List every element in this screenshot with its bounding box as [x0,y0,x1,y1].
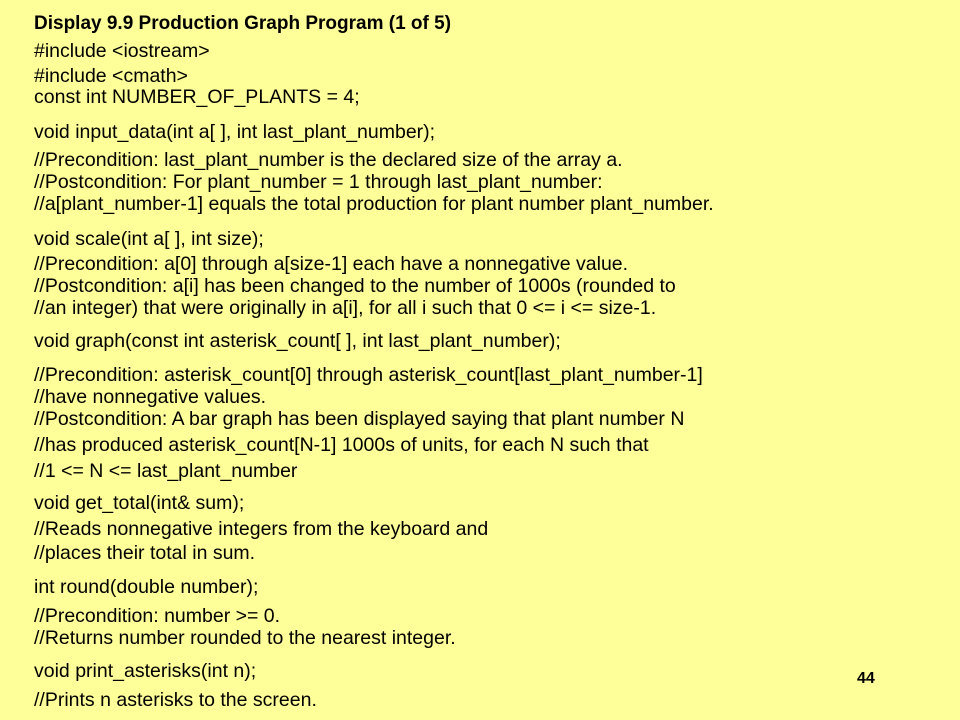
page-number: 44 [857,670,875,687]
code-line-round-decl: int round(double number); [34,576,259,598]
code-line-scale-decl: void scale(int a[ ], int size); [34,228,264,250]
code-line-include-cmath: #include <cmath> [34,65,188,87]
code-line-scale-pre: //Precondition: a[0] through a[size-1] each have a nonnegative value. [34,253,629,275]
code-line-graph-decl: void graph(const int asterisk_count[ ], int last_plant_number); [34,330,561,352]
code-line-scale-post: //Postcondition: a[i] has been changed to the number of 1000s (rounded to [34,275,676,297]
code-line-input-data-post-2: //a[plant_number-1] equals the total production for plant number plant_number. [34,193,714,215]
code-line-get-total-decl: void get_total(int& sum); [34,492,245,514]
code-line-graph-post: //Postcondition: A bar graph has been displayed saying that plant number N [34,408,685,430]
code-line-input-data-post: //Postcondition: For plant_number = 1 through last_plant_number: [34,171,603,193]
code-line-input-data-pre: //Precondition: last_plant_number is the declared size of the array a. [34,149,623,171]
code-line-print-asterisks-doc: //Prints n asterisks to the screen. [34,689,317,711]
code-line-graph-post-2: //has produced asterisk_count[N-1] 1000s of units, for each N such that [34,434,649,456]
code-line-get-total-doc: //Reads nonnegative integers from the keyboard and [34,518,489,540]
code-line-const-plants: const int NUMBER_OF_PLANTS = 4; [34,86,360,108]
code-line-round-doc: //Returns number rounded to the nearest integer. [34,627,456,649]
code-line-include-iostream: #include <iostream> [34,40,210,62]
code-line-graph-post-3: //1 <= N <= last_plant_number [34,460,298,482]
code-line-get-total-doc-2: //places their total in sum. [34,542,256,564]
code-line-graph-pre-2: //have nonnegative values. [34,386,267,408]
code-line-scale-post-2: //an integer) that were originally in a[i], for all i such that 0 <= i <= size-1. [34,297,657,319]
code-line-input-data-decl: void input_data(int a[ ], int last_plant_number); [34,121,436,143]
code-line-round-pre: //Precondition: number >= 0. [34,605,281,627]
code-line-print-asterisks-decl: void print_asterisks(int n); [34,660,257,682]
code-line-graph-pre: //Precondition: asterisk_count[0] through asterisk_count[last_plant_number-1] [34,364,703,386]
slide-title: Display 9.9 Production Graph Program (1 of 5) [34,13,452,34]
